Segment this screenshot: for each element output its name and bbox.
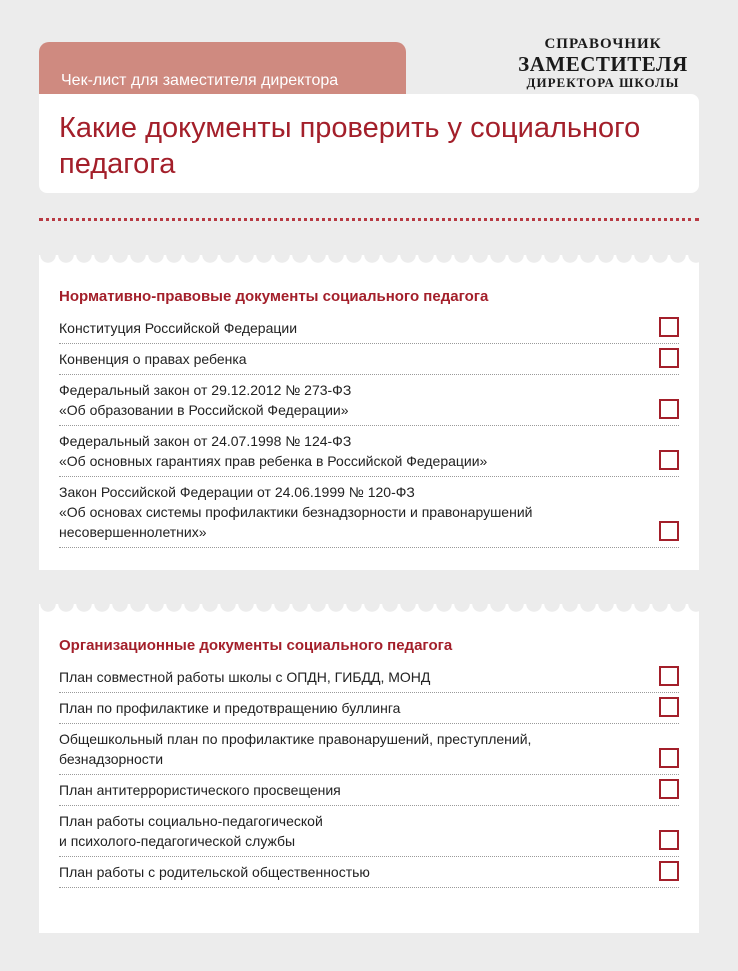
checkbox[interactable] xyxy=(659,748,679,768)
brand-line-2: ЗАМЕСТИТЕЛЯ xyxy=(518,52,688,76)
checkbox[interactable] xyxy=(659,697,679,717)
checklist-item-line: Конституция Российской Федерации xyxy=(59,320,298,336)
dotted-divider xyxy=(39,218,699,221)
checkbox[interactable] xyxy=(659,779,679,799)
checklist-item xyxy=(59,775,679,806)
checklist-item-line: «Об основных гарантиях прав ребенка в Российской Федерации» xyxy=(59,453,488,469)
header-tab-label: Чек-лист для заместителя директора xyxy=(61,72,339,89)
checklist-item xyxy=(59,724,679,775)
checklist-item-text xyxy=(59,313,619,343)
checklist-item-line: «Об основах системы профилактики безнадзорности и правонарушений xyxy=(59,504,533,520)
checklist-item xyxy=(59,344,679,375)
checklist-item-line: План по профилактике и предотвращению буллинга xyxy=(59,700,401,716)
checkbox[interactable] xyxy=(659,450,679,470)
brand-line-3: ДИРЕКТОРА ШКОЛЫ xyxy=(526,75,680,90)
checklist-item-line: Закон Российской Федерации от 24.06.1999 № 120-ФЗ xyxy=(59,484,415,500)
checklist-item-line: несовершеннолетних» xyxy=(59,524,207,540)
section-heading-organizational: Организационные документы социального педагога xyxy=(59,637,453,654)
checklist-item-text xyxy=(59,775,619,805)
checkbox[interactable] xyxy=(659,399,679,419)
checklist-item xyxy=(59,693,679,724)
checklist-item-text xyxy=(59,375,619,425)
checklist-item-line: План совместной работы школы с ОПДН, ГИБДД, МОНД xyxy=(59,669,431,685)
brand-line-1: СПРАВОЧНИК xyxy=(544,36,662,52)
section-card-normative xyxy=(39,255,699,570)
checkbox[interactable] xyxy=(659,861,679,881)
brand-logo xyxy=(498,36,708,90)
checklist-item-line: План антитеррористического просвещения xyxy=(59,782,341,798)
checklist-item-line: Конвенция о правах ребенка xyxy=(59,351,247,367)
checklist-item-text xyxy=(59,662,619,692)
checklist-item xyxy=(59,806,679,857)
checklist-item-line: Федеральный закон от 24.07.1998 № 124-ФЗ xyxy=(59,433,352,449)
checklist-item-text xyxy=(59,806,619,856)
checkbox[interactable] xyxy=(659,348,679,368)
checkbox[interactable] xyxy=(659,830,679,850)
perforation-edge xyxy=(39,595,699,613)
checklist-item-line: План работы с родительской общественностью xyxy=(59,864,370,880)
checklist-item-line: и психолого-педагогической службы xyxy=(59,833,296,849)
perforation-edge xyxy=(39,246,699,264)
checklist-item-line: безнадзорности xyxy=(59,751,164,767)
checklist-item-text xyxy=(59,693,619,723)
checkbox[interactable] xyxy=(659,317,679,337)
section-card-organizational xyxy=(39,604,699,933)
checklist-item-line: Общешкольный план по профилактике правонарушений, преступлений, xyxy=(59,731,532,747)
checklist-item-text xyxy=(59,344,619,374)
checklist-item-line: План работы социально-педагогической xyxy=(59,813,323,829)
checklist-item-line: Федеральный закон от 29.12.2012 № 273-ФЗ xyxy=(59,382,352,398)
header-tab xyxy=(39,42,406,102)
checklist-item-text xyxy=(59,426,619,476)
checklist-organizational xyxy=(59,662,679,888)
checklist-item-text xyxy=(59,477,619,547)
checklist-item-text xyxy=(59,724,619,774)
checklist-item xyxy=(59,426,679,477)
checklist-item-text xyxy=(59,857,619,887)
checklist-item xyxy=(59,313,679,344)
checklist-normative xyxy=(59,313,679,548)
page-title: Какие документы проверить у социального педагога xyxy=(59,112,641,180)
section-heading-normative: Нормативно-правовые документы социального педагога xyxy=(59,288,489,305)
checklist-item xyxy=(59,375,679,426)
title-card xyxy=(39,94,699,193)
checklist-item-line: «Об образовании в Российской Федерации» xyxy=(59,402,349,418)
checklist-item xyxy=(59,477,679,548)
checkbox[interactable] xyxy=(659,666,679,686)
checklist-item xyxy=(59,857,679,888)
checklist-item xyxy=(59,662,679,693)
checkbox[interactable] xyxy=(659,521,679,541)
